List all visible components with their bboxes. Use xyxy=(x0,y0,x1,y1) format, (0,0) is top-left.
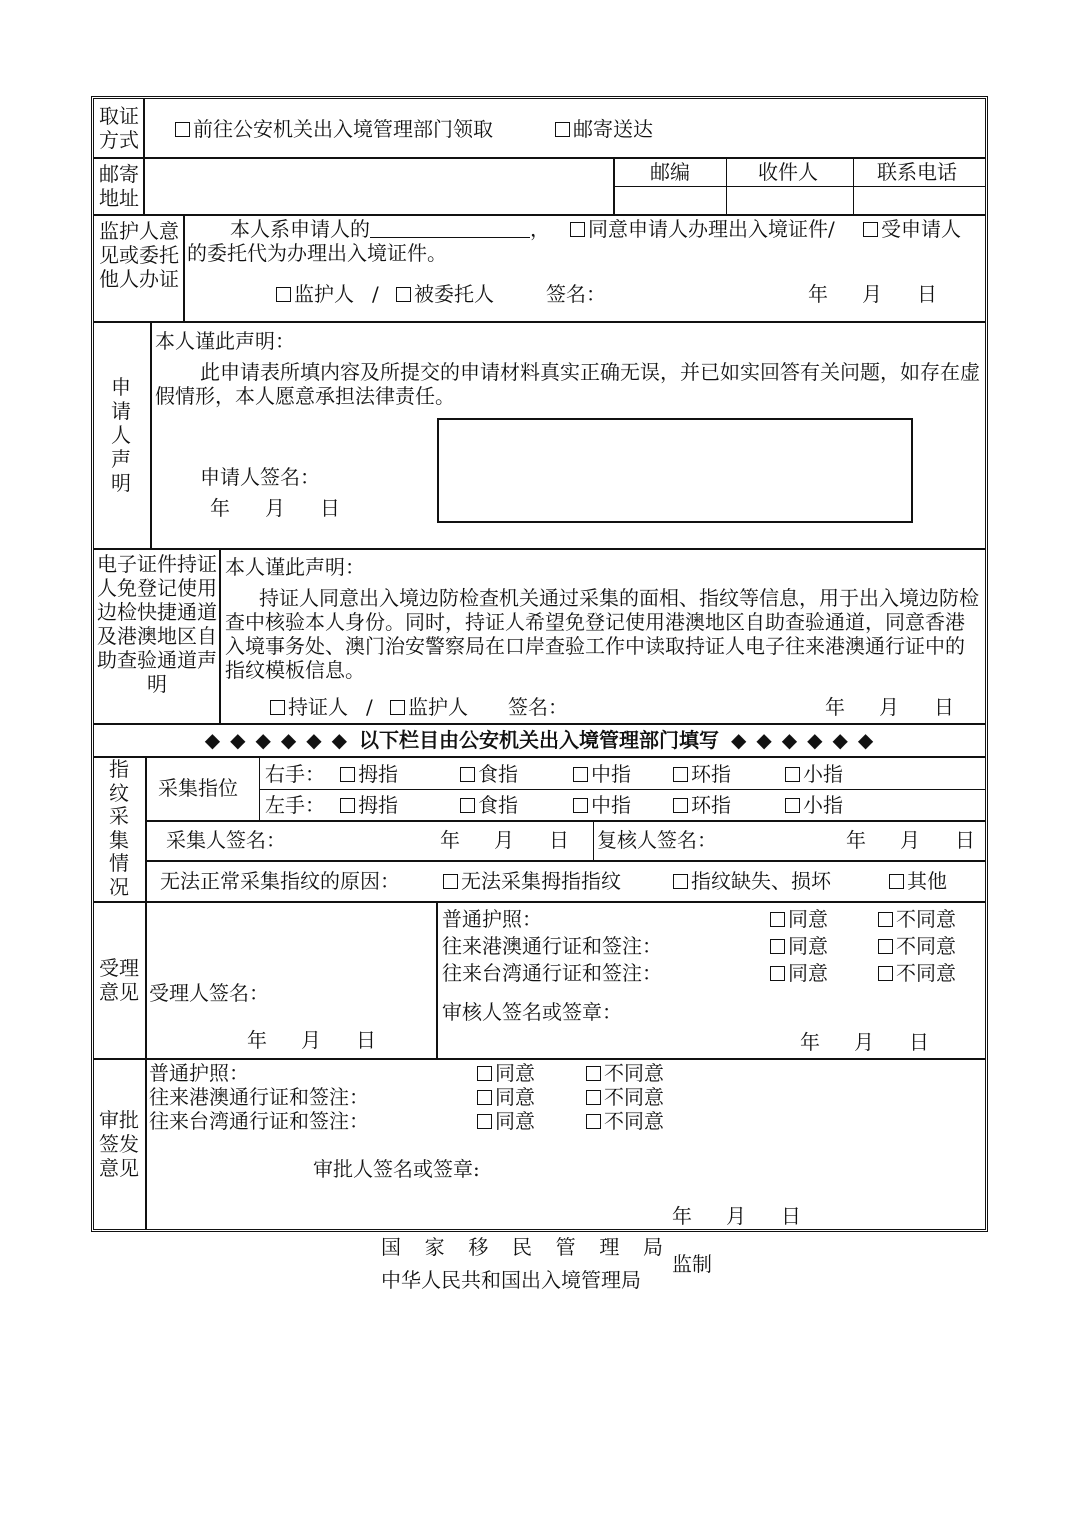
recipient-header: 收件人 xyxy=(758,160,818,184)
role-guardian-checkbox[interactable]: 监护人 xyxy=(390,695,468,719)
date-day: 日 xyxy=(934,695,954,719)
acceptance-passport-disagree[interactable]: 不同意 xyxy=(878,907,956,931)
row-divider xyxy=(93,901,985,903)
echannel-label: 电子证件持证人免登记使用边检快捷通道及港澳地区自助查验通道声明 xyxy=(97,552,217,696)
left-hand-label: 左手： xyxy=(265,793,325,817)
row-divider xyxy=(93,214,985,216)
date-year: 年 xyxy=(800,1030,820,1054)
date-day: 日 xyxy=(955,828,975,852)
left-index-checkbox[interactable]: 食指 xyxy=(460,793,518,817)
acceptance-hk-macao-disagree[interactable]: 不同意 xyxy=(878,934,956,958)
date-month: 月 xyxy=(726,1204,746,1228)
pickup-label: 取证方式 xyxy=(99,104,139,152)
collector-sign-label: 采集人签名： xyxy=(166,828,286,852)
diamond-icon: ◆ xyxy=(230,728,246,752)
acceptance-hk-macao-agree[interactable]: 同意 xyxy=(770,934,828,958)
diamond-icon: ◆ xyxy=(781,728,798,752)
col-divider xyxy=(219,548,221,723)
col-divider xyxy=(853,157,854,214)
diamond-icon: ◆ xyxy=(331,728,348,752)
right-index-checkbox[interactable]: 食指 xyxy=(460,762,518,786)
col-divider xyxy=(145,756,147,901)
right-middle-checkbox[interactable]: 中指 xyxy=(573,762,631,786)
diamond-icon: ◆ xyxy=(807,728,823,752)
guardian-comma: ， xyxy=(530,217,550,241)
date-year: 年 xyxy=(808,282,828,306)
left-little-checkbox[interactable]: 小指 xyxy=(785,793,843,817)
date-day: 日 xyxy=(549,828,569,852)
official-banner-text: 以下栏目由公安机关出入境管理部门填写 xyxy=(359,728,719,752)
date-year: 年 xyxy=(825,695,845,719)
row-divider xyxy=(93,157,985,159)
row-divider xyxy=(93,321,985,323)
approval-hk-macao-disagree[interactable]: 不同意 xyxy=(586,1085,664,1109)
approval-taiwan-disagree[interactable]: 不同意 xyxy=(586,1109,664,1133)
reason-damaged-checkbox[interactable]: 指纹缺失、损坏 xyxy=(673,869,831,893)
date-month: 月 xyxy=(900,828,920,852)
declaration-body: 此申请表所填内容及所提交的申请材料真实正确无误，并已如实回答有关问题，如存在虚假情形，本人愿意承担法律责任。 xyxy=(155,360,980,408)
col-divider xyxy=(145,1058,147,1229)
date-year: 年 xyxy=(672,1204,692,1228)
applicant-signature-box[interactable] xyxy=(437,418,913,523)
date-day: 日 xyxy=(917,282,937,306)
role-holder-checkbox[interactable]: 持证人 xyxy=(270,695,348,719)
approval-passport-disagree[interactable]: 不同意 xyxy=(586,1061,664,1085)
acceptance-taiwan-disagree[interactable]: 不同意 xyxy=(878,961,956,985)
echannel-head: 本人谨此声明： xyxy=(225,555,365,579)
fingerprint-label: 指纹采集情况 xyxy=(109,757,129,899)
finger-position-label: 采集指位 xyxy=(158,776,238,800)
row-divider xyxy=(93,756,985,758)
date-year: 年 xyxy=(247,1028,267,1052)
right-thumb-checkbox[interactable]: 拇指 xyxy=(340,762,398,786)
issuer-line-2: 中华人民共和国出入境管理局 xyxy=(381,1268,641,1292)
acceptance-label: 受理意见 xyxy=(99,956,139,1004)
date-day: 日 xyxy=(781,1204,801,1228)
left-ring-checkbox[interactable]: 环指 xyxy=(673,793,731,817)
row-divider xyxy=(93,723,985,725)
acceptance-item-taiwan: 往来台湾通行证和签注： xyxy=(442,961,662,985)
failure-reason-label: 无法正常采集指纹的原因： xyxy=(160,869,400,893)
left-middle-checkbox[interactable]: 中指 xyxy=(573,793,631,817)
date-month: 月 xyxy=(265,496,285,520)
diamond-icon: ◆ xyxy=(204,728,221,752)
date-day: 日 xyxy=(320,496,340,520)
col-divider xyxy=(613,157,615,214)
guardian-agree-checkbox[interactable]: 同意申请人办理出入境证件/ xyxy=(570,217,835,241)
approval-taiwan-agree[interactable]: 同意 xyxy=(477,1109,535,1133)
col-divider xyxy=(150,321,152,548)
acceptor-sign-label: 受理人签名： xyxy=(149,981,269,1005)
diamond-icon: ◆ xyxy=(832,728,848,752)
guardian-label: 监护人意见或委托他人办证 xyxy=(99,219,179,291)
col-divider xyxy=(593,820,594,860)
approval-hk-macao-agree[interactable]: 同意 xyxy=(477,1085,535,1109)
role-guardian-checkbox[interactable]: 监护人 xyxy=(276,282,354,306)
left-thumb-checkbox[interactable]: 拇指 xyxy=(340,793,398,817)
date-month: 月 xyxy=(494,828,514,852)
slash: / xyxy=(366,695,373,719)
auditor-sign-label: 审核人签名或签章： xyxy=(442,1000,622,1024)
date-day: 日 xyxy=(909,1030,929,1054)
approval-label: 审批签发意见 xyxy=(99,1108,139,1180)
approval-passport-agree[interactable]: 同意 xyxy=(477,1061,535,1085)
acceptance-item-hk-macao: 往来港澳通行证和签注： xyxy=(442,934,662,958)
date-month: 月 xyxy=(301,1028,321,1052)
guardian-sign-label: 签名： xyxy=(546,282,606,306)
slash: / xyxy=(372,282,379,306)
applicant-sign-label: 申请人签名： xyxy=(200,465,320,489)
date-year: 年 xyxy=(846,828,866,852)
row-divider xyxy=(613,186,985,187)
row-divider xyxy=(93,548,985,550)
col-divider xyxy=(145,901,147,1058)
pickup-option-office[interactable]: 前往公安机关出入境管理部门领取 xyxy=(175,117,493,141)
guardian-relation-text: 本人系申请人的 xyxy=(230,217,370,241)
right-ring-checkbox[interactable]: 环指 xyxy=(673,762,731,786)
phone-header: 联系电话 xyxy=(877,160,957,184)
row-divider xyxy=(145,820,985,822)
col-divider xyxy=(183,214,185,321)
acceptance-taiwan-agree[interactable]: 同意 xyxy=(770,961,828,985)
date-year: 年 xyxy=(210,496,230,520)
guardian-entrust-checkbox[interactable]: 受申请人 xyxy=(863,217,961,241)
echannel-body: 持证人同意出入境边防检查机关通过采集的面相、指纹等信息，用于出入境边防检查中核验本人身份。同时，持证人希望免登记使用港澳地区自助查验通道，同意香港入境事务处、澳门治安警察局在口岸查验工作中读取持证人电子往来港澳通行证中的指纹模板信息。 xyxy=(225,586,979,682)
guardian-entrust-text: 的委托代为办理出入境证件。 xyxy=(187,241,447,265)
diamond-icon: ◆ xyxy=(306,728,322,752)
diamond-icon: ◆ xyxy=(280,728,297,752)
declaration-head: 本人谨此声明： xyxy=(155,329,295,353)
date-month: 月 xyxy=(879,695,899,719)
diamond-icon: ◆ xyxy=(857,728,874,752)
date-month: 月 xyxy=(862,282,882,306)
diamond-icon: ◆ xyxy=(255,728,271,752)
reviewer-sign-label: 复核人签名： xyxy=(597,828,717,852)
col-divider xyxy=(436,901,438,1058)
reason-other-checkbox[interactable]: 其他 xyxy=(889,869,947,893)
diamond-icon: ◆ xyxy=(730,728,747,752)
approval-item-taiwan: 往来台湾通行证和签注： xyxy=(149,1109,369,1133)
applicant-declaration-label: 申请人声明 xyxy=(111,375,131,495)
date-day: 日 xyxy=(356,1028,376,1052)
acceptance-passport-agree[interactable]: 同意 xyxy=(770,907,828,931)
right-hand-label: 右手： xyxy=(265,762,325,786)
issuer-line-1: 国家移民管理局 xyxy=(381,1235,663,1259)
guardian-relation-line xyxy=(230,217,550,241)
mail-address-label: 邮寄地址 xyxy=(99,162,139,210)
postcode-header: 邮编 xyxy=(650,160,690,184)
relation-blank[interactable] xyxy=(370,217,530,238)
row-divider xyxy=(93,1058,985,1060)
diamond-icon: ◆ xyxy=(756,728,772,752)
date-month: 月 xyxy=(854,1030,874,1054)
reason-thumb-checkbox[interactable]: 无法采集拇指指纹 xyxy=(443,869,621,893)
right-little-checkbox[interactable]: 小指 xyxy=(785,762,843,786)
supervised-label: 监制 xyxy=(672,1252,712,1276)
echannel-sign-label: 签名： xyxy=(508,695,568,719)
pickup-option-mail[interactable]: 邮寄送达 xyxy=(555,117,653,141)
col-divider xyxy=(259,756,260,820)
col-divider xyxy=(143,157,145,214)
col-divider xyxy=(726,157,727,214)
role-entrusted-checkbox[interactable]: 被委托人 xyxy=(396,282,494,306)
approval-item-passport: 普通护照： xyxy=(149,1061,249,1085)
approver-sign-label: 审批人签名或签章: xyxy=(313,1157,480,1181)
official-use-banner xyxy=(93,728,985,752)
date-year: 年 xyxy=(440,828,460,852)
approval-item-hk-macao: 往来港澳通行证和签注： xyxy=(149,1085,369,1109)
acceptance-item-passport: 普通护照： xyxy=(442,907,542,931)
row-divider xyxy=(259,789,985,790)
col-divider xyxy=(143,99,145,157)
row-divider xyxy=(145,860,985,862)
